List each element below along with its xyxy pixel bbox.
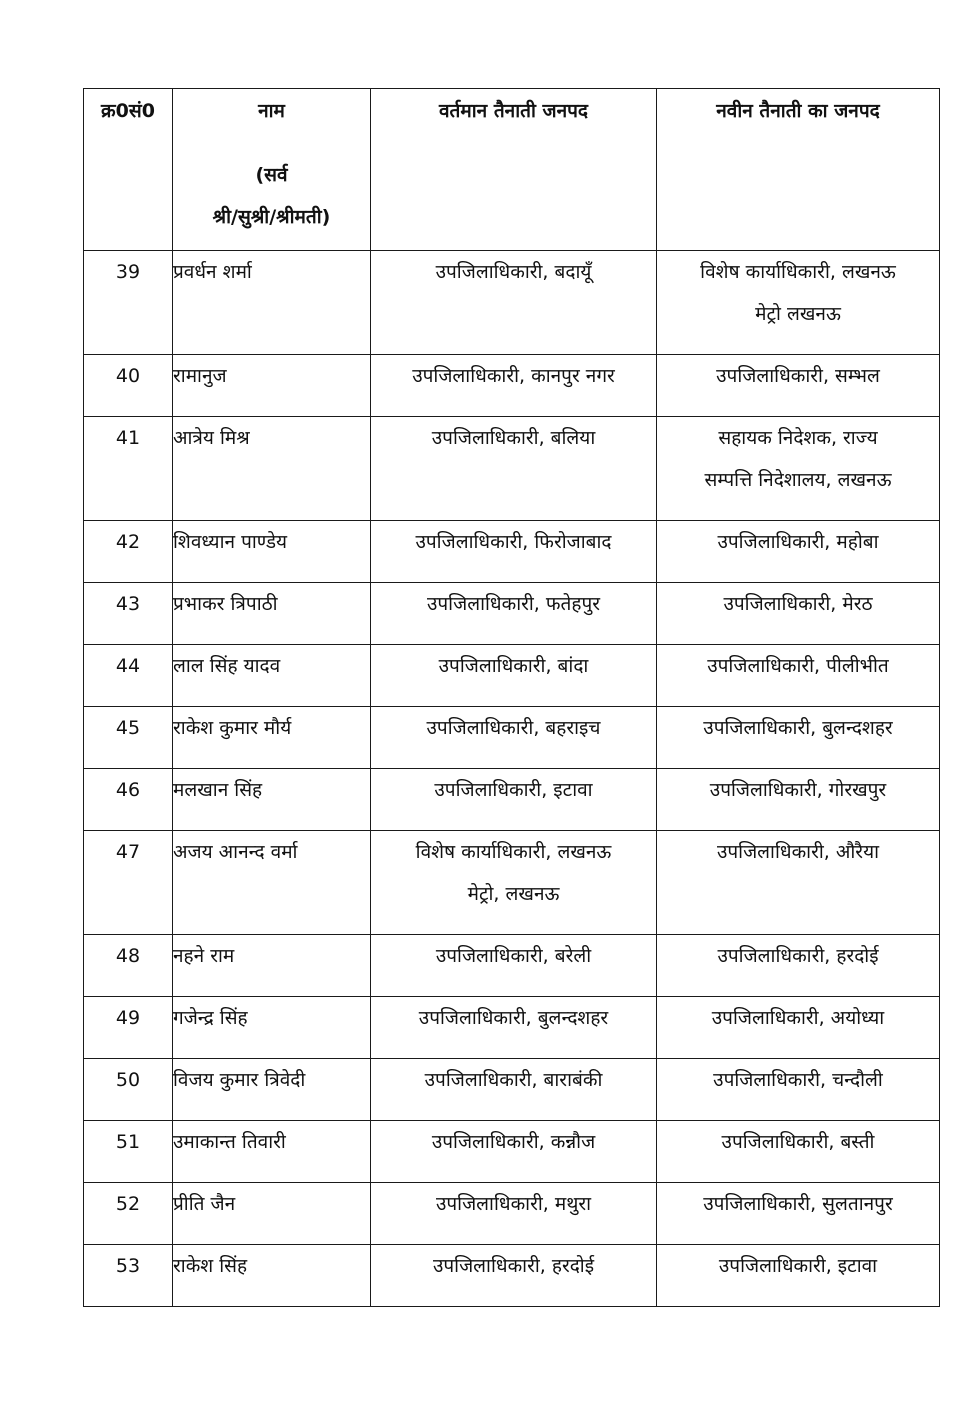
header-name-label: नाम [258,100,285,122]
new-posting-line-1: उपजिलाधिकारी, हरदोई [717,945,879,967]
new-posting-cell [657,997,940,1059]
officer-name: आत्रेय मिश्र [173,427,250,449]
serial-cell [84,1245,173,1307]
new-posting-cell [657,831,940,935]
serial-cell [84,769,173,831]
current-posting-line-1: उपजिलाधिकारी, इटावा [434,779,593,801]
new-posting-line-1: उपजिलाधिकारी, मेरठ [723,593,873,615]
new-posting-cell [657,583,940,645]
serial-cell [84,521,173,583]
serial-number: 46 [115,779,141,801]
officer-name-cell [173,1245,371,1307]
serial-cell [84,935,173,997]
serial-number: 49 [115,1007,141,1029]
officer-name-cell [173,935,371,997]
serial-cell [84,997,173,1059]
serial-cell [84,251,173,355]
current-posting-line-1: उपजिलाधिकारी, मथुरा [435,1193,592,1215]
serial-number: 39 [115,261,141,283]
serial-cell [84,417,173,521]
serial-number: 43 [115,593,141,615]
table-row [84,355,940,417]
new-posting-cell [657,251,940,355]
serial-cell [84,1059,173,1121]
new-posting-line-1: उपजिलाधिकारी, इटावा [718,1255,878,1277]
current-posting-cell [371,1183,657,1245]
officer-name: गजेन्द्र सिंह [173,1007,248,1029]
serial-number: 42 [115,531,141,553]
current-posting-line-1: उपजिलाधिकारी, बांदा [438,655,589,677]
current-posting-line-1: उपजिलाधिकारी, फिरोजाबाद [415,531,612,553]
table-header-row [84,89,940,251]
new-posting-line-1: उपजिलाधिकारी, अयोध्या [711,1007,885,1029]
new-posting-cell [657,1059,940,1121]
officer-name-cell [173,355,371,417]
serial-number: 45 [115,717,141,739]
officer-name: रामानुज [173,365,227,387]
officer-name: नहने राम [173,945,235,967]
table-row [84,707,940,769]
new-posting-line-2: मेट्रो लखनऊ [755,303,841,325]
officer-name-cell [173,769,371,831]
officer-name-cell [173,521,371,583]
new-posting-line-2: सम्पत्ति निदेशालय, लखनऊ [704,469,892,491]
serial-number: 48 [115,945,141,967]
new-posting-cell [657,521,940,583]
officer-name: राकेश कुमार मौर्य [173,717,292,739]
officer-name: विजय कुमार त्रिवेदी [173,1069,306,1091]
current-posting-cell [371,707,657,769]
new-posting-cell [657,769,940,831]
new-posting-line-1: उपजिलाधिकारी, औरैया [716,841,880,863]
new-posting-line-1: विशेष कार्याधिकारी, लखनऊ [700,261,896,283]
new-posting-cell [657,1121,940,1183]
table-row [84,1121,940,1183]
serial-number: 47 [115,841,141,863]
serial-cell [84,1121,173,1183]
officer-name: प्रवर्धन शर्मा [173,261,252,283]
table-row [84,769,940,831]
current-posting-cell [371,935,657,997]
header-current-label: वर्तमान तैनाती जनपद [438,100,589,122]
table-body [84,251,940,1307]
serial-cell [84,1183,173,1245]
new-posting-line-1: सहायक निदेशक, राज्य [718,427,878,449]
table-row [84,521,940,583]
officer-name-cell [173,707,371,769]
current-posting-line-1: उपजिलाधिकारी, बरेली [435,945,592,967]
current-posting-line-1: उपजिलाधिकारी, कन्नौज [431,1131,596,1153]
current-posting-line-1: उपजिलाधिकारी, कानपुर नगर [412,365,615,387]
header-new-posting [657,89,940,251]
header-new-label: नवीन तैनाती का जनपद [716,100,880,122]
header-name [173,89,371,251]
serial-cell [84,645,173,707]
new-posting-cell [657,707,940,769]
table-row [84,997,940,1059]
current-posting-cell [371,583,657,645]
current-posting-cell [371,769,657,831]
new-posting-cell [657,355,940,417]
current-posting-line-1: उपजिलाधिकारी, बदायूँ [435,261,592,283]
current-posting-line-2: मेट्रो, लखनऊ [467,883,560,905]
officer-name: मलखान सिंह [173,779,263,801]
current-posting-line-1: उपजिलाधिकारी, बाराबंकी [424,1069,603,1091]
officer-name-cell [173,831,371,935]
table-row [84,1245,940,1307]
officer-name: उमाकान्त तिवारी [173,1131,286,1153]
new-posting-line-1: उपजिलाधिकारी, गोरखपुर [709,779,887,801]
new-posting-line-1: उपजिलाधिकारी, महोबा [717,531,879,553]
transfer-table [83,88,940,1307]
officer-name-cell [173,997,371,1059]
new-posting-cell [657,1245,940,1307]
officer-name: प्रीति जैन [173,1193,236,1215]
table-row [84,417,940,521]
officer-name-cell [173,417,371,521]
header-serial [84,89,173,251]
officer-name: लाल सिंह यादव [173,655,281,677]
officer-name: राकेश सिंह [173,1255,248,1277]
header-name-sub-2: श्री/सुश्री/श्रीमती) [212,206,331,228]
officer-name-cell [173,583,371,645]
current-posting-cell [371,251,657,355]
serial-number: 41 [115,427,141,449]
new-posting-cell [657,645,940,707]
new-posting-line-1: उपजिलाधिकारी, सम्भल [716,365,880,387]
new-posting-line-1: उपजिलाधिकारी, चन्दौली [713,1069,883,1091]
serial-number: 51 [115,1131,141,1153]
current-posting-cell [371,1121,657,1183]
serial-number: 50 [115,1069,141,1091]
current-posting-cell [371,831,657,935]
officer-name: अजय आनन्द वर्मा [173,841,298,863]
table-row [84,831,940,935]
serial-number: 40 [115,365,141,387]
table-row [84,935,940,997]
new-posting-cell [657,1183,940,1245]
officer-name-cell [173,1183,371,1245]
current-posting-cell [371,1059,657,1121]
current-posting-line-1: उपजिलाधिकारी, फतेहपुर [426,593,601,615]
officer-name-cell [173,645,371,707]
table-row [84,1059,940,1121]
current-posting-cell [371,417,657,521]
header-gap [173,132,370,154]
serial-cell [84,707,173,769]
table-row [84,251,940,355]
serial-number: 53 [115,1255,141,1277]
header-current-posting [371,89,657,251]
new-posting-line-1: उपजिलाधिकारी, सुलतानपुर [703,1193,893,1215]
new-posting-line-1: उपजिलाधिकारी, बस्ती [721,1131,875,1153]
new-posting-cell [657,935,940,997]
table-row [84,1183,940,1245]
header-name-sub-1: (सर्व [255,164,288,186]
new-posting-cell [657,417,940,521]
table-row [84,645,940,707]
transfer-list-page [83,88,939,1307]
current-posting-line-1: उपजिलाधिकारी, बुलन्दशहर [418,1007,609,1029]
serial-cell [84,583,173,645]
serial-cell [84,831,173,935]
table-row [84,583,940,645]
current-posting-line-1: विशेष कार्याधिकारी, लखनऊ [415,841,612,863]
officer-name: शिवध्यान पाण्डेय [173,531,287,553]
current-posting-line-1: उपजिलाधिकारी, बलिया [431,427,596,449]
new-posting-line-1: उपजिलाधिकारी, पीलीभीत [707,655,889,677]
current-posting-line-1: उपजिलाधिकारी, हरदोई [432,1255,595,1277]
officer-name-cell [173,1121,371,1183]
officer-name-cell [173,251,371,355]
serial-number: 44 [115,655,141,677]
current-posting-cell [371,521,657,583]
officer-name: प्रभाकर त्रिपाठी [173,593,278,615]
current-posting-cell [371,645,657,707]
officer-name-cell [173,1059,371,1121]
new-posting-line-1: उपजिलाधिकारी, बुलन्दशहर [703,717,893,739]
serial-cell [84,355,173,417]
serial-number: 52 [115,1193,141,1215]
current-posting-line-1: उपजिलाधिकारी, बहराइच [426,717,601,739]
current-posting-cell [371,997,657,1059]
current-posting-cell [371,355,657,417]
current-posting-cell [371,1245,657,1307]
header-serial-label: क्र0सं0 [101,100,155,122]
